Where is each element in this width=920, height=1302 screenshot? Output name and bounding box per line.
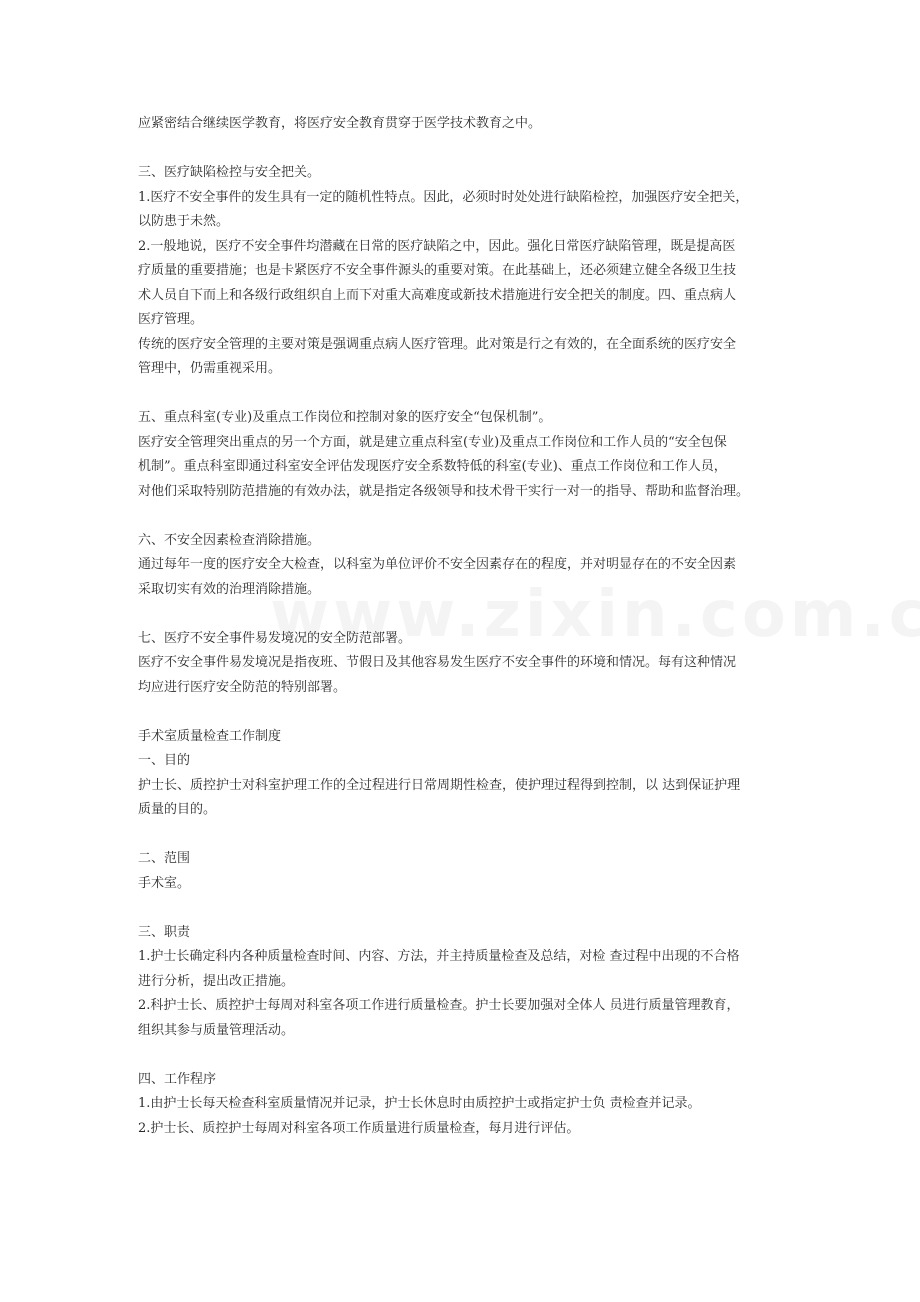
text-line: 三、医疗缺陷检控与安全把关。 (138, 165, 321, 180)
text-line: 六、不安全因素检查消除措施。 (138, 532, 321, 548)
text-line: 2.护士长、质控护士每周对科室各项工作质量进行质量检查，每月进行评估。 (138, 1120, 580, 1136)
text-line: 手术室。 (138, 875, 191, 891)
text-line: 进行分析，提出改正措施。 (138, 973, 295, 989)
text-line: 一、目的 (138, 753, 191, 768)
paragraph-gap (138, 896, 788, 921)
text-line: 护士长、质控护士对科室护理工作的全过程进行日常周期性检查，使护理过程得到控制，以 达到保证护理 (138, 777, 741, 793)
text-line: 术人员自下而上和各级行政组织自上而下对重大高难度或新技术措施进行安全把关的制度。四、重点病人 (138, 287, 737, 303)
text-line: 1.由护士长每天检查科室质量情况并记录，护士长休息时由质控护士或指定护士负 责检查并记录。 (138, 1096, 701, 1111)
text-line: 2.一般地说，医疗不安全事件均潜藏在日常的医疗缺陷之中，因此。强化日常医疗缺陷管理，既是提高医 (138, 238, 736, 254)
text-line: 2.科护士长、质控护士每周对科室各项工作进行质量检查。护士长要加强对全体人 员进行质量管理教育， (138, 998, 740, 1013)
text-block (138, 725, 788, 823)
text-line: 四、工作程序 (138, 1071, 217, 1087)
paragraph-gap (138, 137, 788, 162)
text-line: 医疗不安全事件易发境况是指夜班、节假日及其他容易发生医疗不安全事件的环境和情况。每有这种情况 (138, 655, 737, 670)
text-line: 医疗安全管理突出重点的另一个方面，就是建立重点科室(专业)及重点工作岗位和工作人员的“安全包保 (138, 434, 727, 450)
text-line: 三、职责 (138, 924, 191, 940)
text-line: 1.护士长确定科内各种质量检查时间、内容、方法，并主持质量检查及总结，对检 查过程中出现的不合格 (138, 949, 740, 964)
text-line: 均应进行医疗安全防范的特别部署。 (138, 679, 347, 695)
text-line: 手术室质量检查工作制度 (138, 728, 282, 744)
text-block (138, 406, 788, 504)
text-line: 七、医疗不安全事件易发境况的安全防范部署。 (138, 630, 412, 646)
text-line: 传统的医疗安全管理的主要对策是强调重点病人医疗管理。此对策是行之有效的，在全面系统的医疗安全 (138, 336, 737, 352)
text-line: 五、重点科室(专业)及重点工作岗位和控制对象的医疗安全“包保机制”。 (138, 410, 552, 425)
text-line: 通过每年一度的医疗安全大检查，以科室为单位评价不安全因素存在的程度，并对明显存在的不安全因素 (138, 557, 737, 572)
text-block (138, 1068, 788, 1142)
text-line: 质量的目的。 (138, 802, 217, 817)
text-line: 采取切实有效的治理消除措施。 (138, 581, 321, 597)
text-line: 应紧密结合继续医学教育，将医疗安全教育贯穿于医学技术教育之中。 (138, 116, 542, 131)
text-block (138, 529, 788, 603)
text-line: 1.医疗不安全事件的发生具有一定的随机性特点。因此，必须时时处处进行缺陷检控，加强医疗安全把关， (138, 189, 749, 205)
paragraph-gap (138, 823, 788, 848)
text-line: 以防患于未然。 (138, 214, 230, 229)
text-line: 机制”。重点科室即通过科室安全评估发现医疗安全系数特低的科室(专业)、重点工作岗位和工作人员， (138, 459, 727, 474)
document-body (138, 112, 788, 1141)
paragraph-gap (138, 1043, 788, 1068)
text-line: 疗质量的重要措施；也是卡紧医疗不安全事件源头的重要对策。在此基础上，还必须建立健全各级卫生技 (138, 263, 737, 278)
text-line: 管理中，仍需重视采用。 (138, 361, 282, 376)
text-line: 组织其参与质量管理活动。 (138, 1022, 295, 1038)
text-block (138, 161, 788, 382)
text-line: 医疗管理。 (138, 312, 204, 327)
text-line: 对他们采取特别防范措施的有效办法，就是指定各级领导和技术骨干实行一对一的指导、帮助和监督治理。 (138, 483, 750, 499)
paragraph-gap (138, 700, 788, 725)
text-line: 二、范围 (138, 851, 191, 866)
text-block (138, 921, 788, 1044)
text-block (138, 627, 788, 701)
text-block (138, 847, 788, 896)
paragraph-gap (138, 382, 788, 407)
text-block (138, 112, 788, 137)
paragraph-gap (138, 504, 788, 529)
paragraph-gap (138, 602, 788, 627)
